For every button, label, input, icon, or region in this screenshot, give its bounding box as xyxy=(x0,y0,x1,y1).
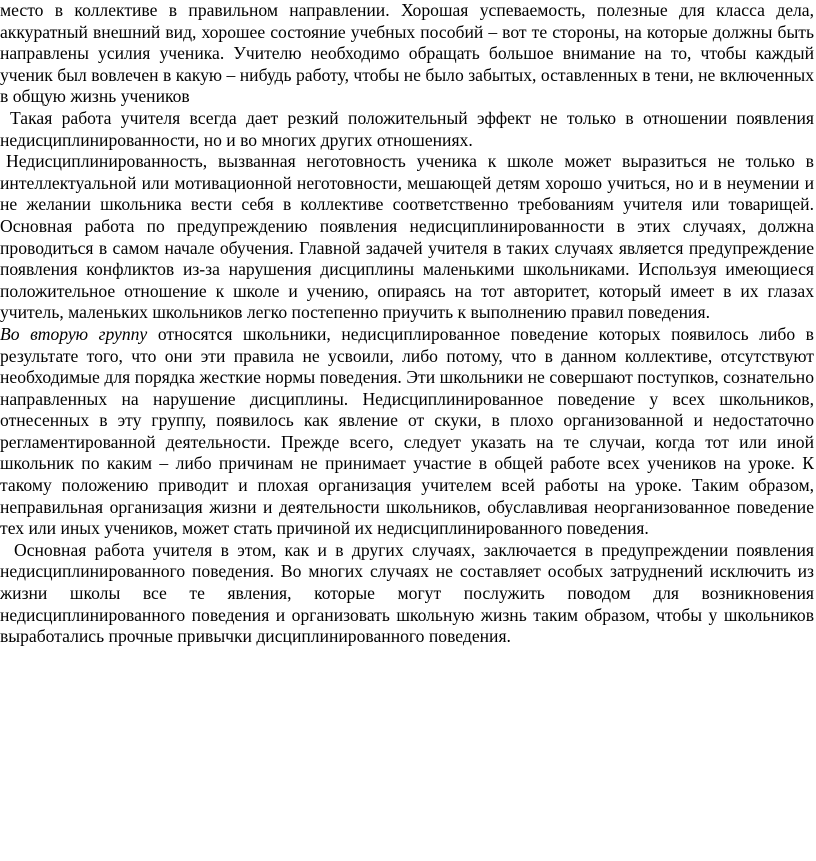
second-group-label: Во вторую группу xyxy=(0,323,148,344)
paragraph-4-text: относятся школьники, недисциплированное поведение которых появилось либо в результате того, что они эти правила не усвоили, либо потому, что в данном коллективе, отсутствуют необходимые для порядка жесткие нормы поведения. Эти школьники не совершают поступков, сознательно направленных на нарушение дисциплины. Недисциплинированное поведение у всех школьников, отнесенных в эту группу, появилось как явление от скуки, в плохо организованной и недостаточно регламентированной деятельности. Прежде всего, следует указать на те случаи, когда тот или иной школьник по каким – либо причинам не принимает участие в общей работе всех учеников на уроке. К такому положению приводит и плохая организация учителем всей работы на уроке. Таким образом, неправильная организация жизни и деятельности школьников, обуславливая неорганизованное поведение тех или иных учеников, может стать причиной их недисциплинированного поведения. xyxy=(0,323,814,539)
paragraph-2: Такая работа учителя всегда дает резкий положительный эффект не только в отношении появления недисциплинированности, но и во многих других отношениях. xyxy=(0,107,814,150)
paragraph-3: Недисциплинированность, вызванная неготовность ученика к школе может выразиться не только в интеллектуальной или мотивационной неготовности, мешающей детям хорошо учиться, но и в неумении и не желании школьника вести себя в коллективе соответственно требованиям учителя или товарищей. Основная работа по предупреждению появления недисциплинированности в этих случаях, должна проводиться в самом начале обучения. Главной задачей учителя в таких случаях является предупреждение появления конфликтов из-за нарушения дисциплины маленькими школьниками. Используя имеющиеся положительное отношение к школе и учению, опираясь на тот авторитет, который имеет в их глазах учитель, маленьких школьников легко постепенно приучить к выполнению правил поведения. xyxy=(0,151,814,323)
paragraph-1: место в коллективе в правильном направлении. Хорошая успеваемость, полезные для класса дела, аккуратный внешний вид, хорошее состояние учебных пособий – вот те стороны, на которые должны быть направлены усилия ученика. Учителю необходимо обращать большое внимание на то, чтобы каждый ученик был вовлечен в какую – нибудь работу, чтобы не было забытых, оставленных в тени, не включенных в общую жизнь учеников xyxy=(0,0,814,107)
paragraph-5: Основная работа учителя в этом, как и в других случаях, заключается в предупреждении появления недисциплинированного поведения. Во многих случаях не составляет особых затруднений исключить из жизни школы все те явления, которые могут послужить поводом для возникновения недисциплинированного поведения и организовать школьную жизнь таким образом, чтобы у школьников выработались прочные привычки дисциплинированного поведения. xyxy=(0,539,814,647)
paragraph-4 xyxy=(0,324,814,540)
